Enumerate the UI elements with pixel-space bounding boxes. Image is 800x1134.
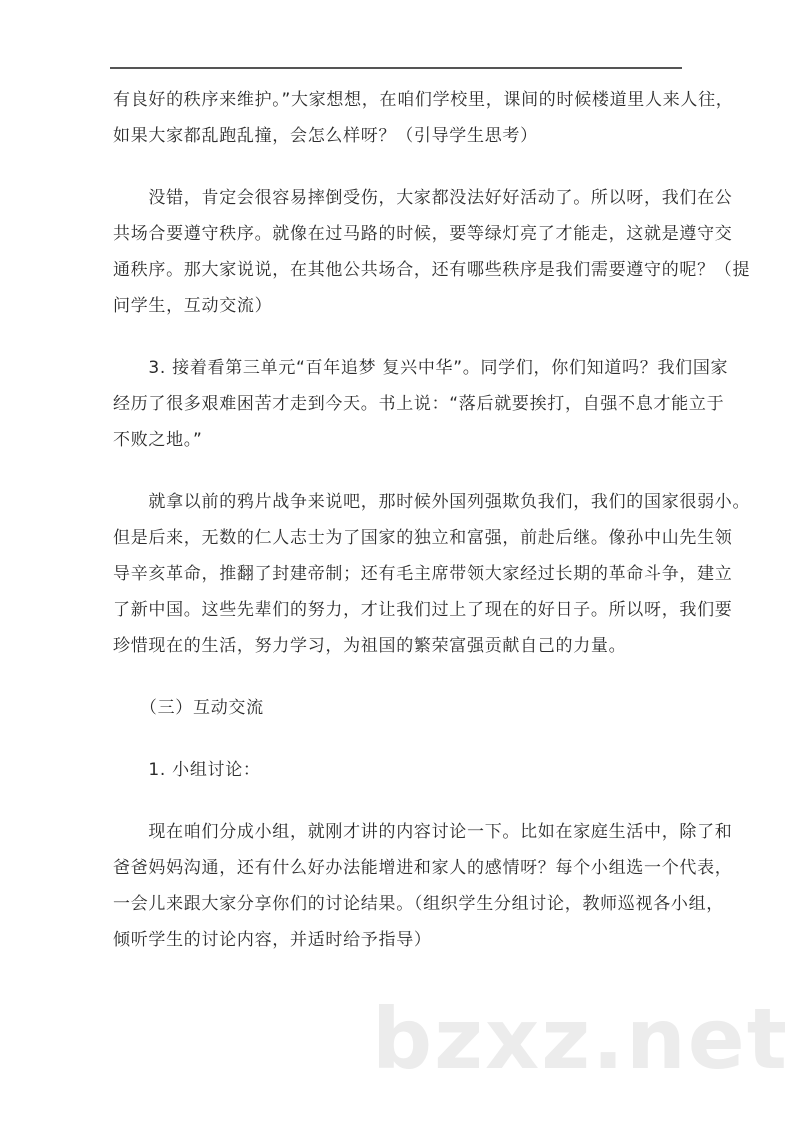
text-line: 问学生，互动交流）: [113, 296, 273, 316]
text-line: 不败之地。”: [113, 430, 203, 450]
text-line: 导辛亥革命，推翻了封建帝制；还有毛主席带领大家经过长期的革命斗争，建立: [113, 564, 733, 584]
subsection-heading: [113, 752, 685, 788]
header-rule: [110, 67, 682, 69]
text-line: 通秩序。那大家说说，在其他公共场合，还有哪些秩序是我们需要遵守的呢？（提: [113, 260, 751, 280]
text-line: 有良好的秩序来维护。”大家想想，在咱们学校里，课间的时候楼道里人来人往，: [113, 90, 734, 110]
text-line: 一会儿来跟大家分享你们的讨论结果。（组织学生分组讨论，教师巡视各小组，: [113, 894, 724, 914]
paragraph: [113, 814, 733, 958]
text-line: 爸爸妈妈沟通，还有什么好办法能增进和家人的感情呀？每个小组选一个代表，: [113, 858, 733, 878]
text-line: 经历了很多艰难困苦才走到今天。书上说：“落后就要挨打，自强不息才能立于: [113, 394, 725, 414]
text-line: 了新中国。这些先辈们的努力，才让我们过上了现在的好日子。所以呀，我们要: [113, 600, 733, 620]
text-line: 现在咱们分成小组，就刚才讲的内容讨论一下。比如在家庭生活中，除了和: [113, 822, 733, 842]
text-line: 但是后来，无数的仁人志士为了国家的独立和富强，前赴后继。像孙中山先生领: [113, 528, 733, 548]
paragraph: [113, 350, 729, 458]
paragraph: [113, 180, 751, 324]
text-line: 就拿以前的鸦片战争来说吧，那时候外国列强欺负我们，我们的国家很弱小。: [113, 492, 751, 512]
text-line: 3. 接着看第三单元“百年追梦 复兴中华”。同学们，你们知道吗？我们国家: [113, 358, 729, 378]
text-line: 没错，肯定会很容易摔倒受伤，大家都没法好好活动了。所以呀，我们在公: [113, 188, 733, 208]
section-heading: [113, 690, 685, 726]
paragraph: [113, 82, 734, 154]
text-line: 珍惜现在的生活，努力学习，为祖国的繁荣富强贡献自己的力量。: [113, 636, 627, 656]
watermark: bzxz.net: [372, 990, 789, 1088]
text-line: 如果大家都乱跑乱撞，会怎么样呀？（引导学生思考）: [113, 126, 538, 146]
text-line: （三）互动交流: [113, 698, 264, 718]
paragraph: [113, 484, 751, 664]
text-line: 共场合要遵守秩序。就像在过马路的时候，要等绿灯亮了才能走，这就是遵守交: [113, 224, 733, 244]
text-line: 倾听学生的讨论内容，并适时给予指导）: [113, 930, 432, 950]
text-line: 1. 小组讨论：: [113, 760, 261, 780]
document-body: [113, 82, 751, 958]
